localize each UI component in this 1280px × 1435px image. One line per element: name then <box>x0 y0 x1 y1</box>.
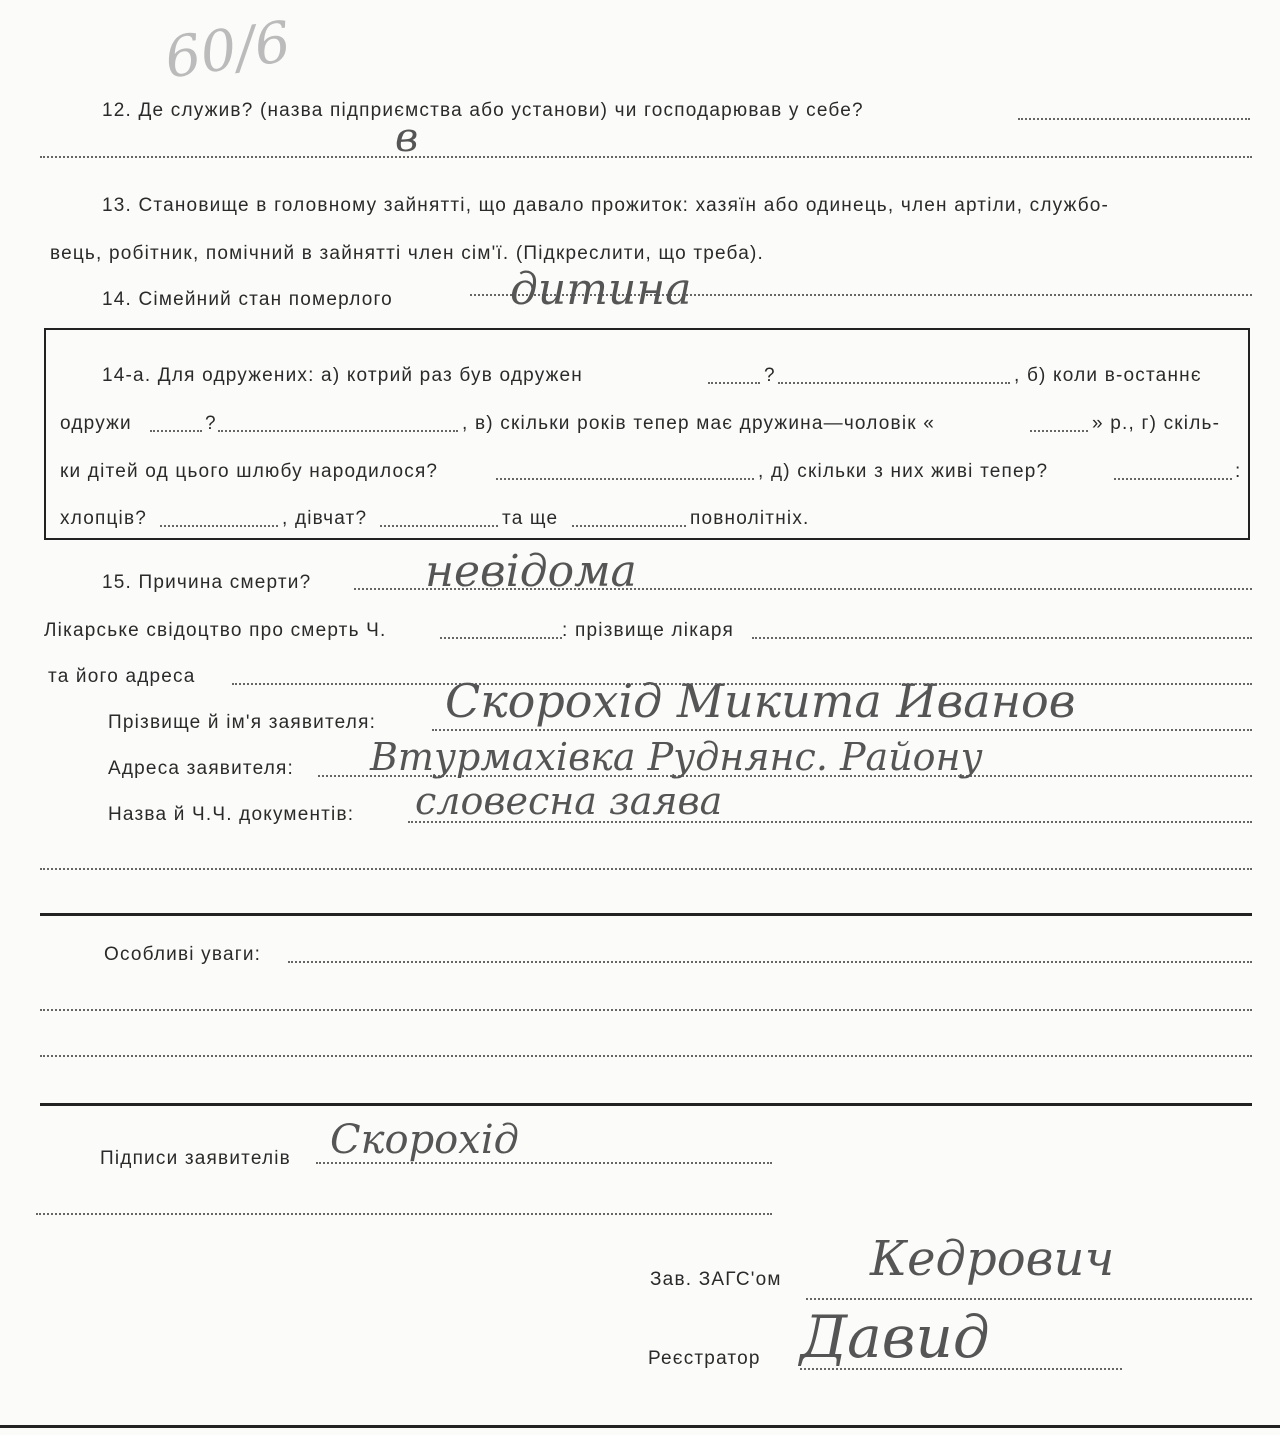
q14a-line3-tail: : <box>1235 461 1242 482</box>
q14a-spouse-age-field[interactable] <box>1030 430 1088 432</box>
applicant-signatures-label: Підписи заявителів <box>100 1148 291 1169</box>
q14a-boys-field[interactable] <box>160 525 278 527</box>
q14a-line4-adults: повнолітніх. <box>690 508 810 529</box>
notes-line-1[interactable] <box>288 961 1252 963</box>
notes-line-3[interactable] <box>40 1055 1252 1057</box>
applicant-signature-line-2[interactable] <box>36 1213 772 1215</box>
medical-certificate-number-field[interactable] <box>440 637 562 639</box>
head-registry-signature: Кедрович <box>870 1231 1115 1287</box>
q13-line2: вець, робітник, помічний в зайнятті член сім'ї. (Підкреслити, що треба). <box>50 243 764 264</box>
applicant-signature: Скорохід <box>330 1117 519 1163</box>
q14a-line2-mid: , в) скільки років тепер має дружина—чоловік « <box>462 413 936 434</box>
applicant-address: Втурмахівка Руднянс. Району <box>370 735 983 779</box>
q14a-girls-field[interactable] <box>380 525 498 527</box>
documents-value: словесна заява <box>415 779 723 823</box>
q12-answer-line-2[interactable] <box>40 156 1252 158</box>
applicant-name: Скорохід Микита Иванов <box>445 674 1076 728</box>
q14a-line2-q: ? <box>205 413 217 434</box>
q14a-line2-tail: » р., г) скіль- <box>1092 413 1221 434</box>
documents-label: Назва й Ч.Ч. документів: <box>108 804 355 825</box>
applicant-address-label: Адреса заявителя: <box>108 758 294 779</box>
q12-label: 12. Де служив? (назва підприємства або установи) чи господарював у себе? <box>102 100 864 121</box>
section-divider-2 <box>40 1103 1252 1106</box>
q14a-line2-text: одружи <box>60 413 132 434</box>
archive-number: 60/6 <box>161 9 295 92</box>
q15-label: 15. Причина смерти? <box>102 572 312 593</box>
bottom-border <box>0 1425 1280 1428</box>
doctor-name-label: : прізвище лікаря <box>562 620 734 641</box>
q14a-married-when-field[interactable] <box>150 430 202 432</box>
documents-line-2[interactable] <box>40 868 1252 870</box>
q14a-line3-mid: , д) скільки з них живі тепер? <box>758 461 1049 482</box>
q14a-children-born-field[interactable] <box>496 478 754 480</box>
applicant-name-line[interactable] <box>432 729 1252 731</box>
q14a-line1-tail: , б) коли в-останнє <box>1014 365 1202 386</box>
registrar-label: Реєстратор <box>648 1348 761 1369</box>
q14a-times-married-field[interactable] <box>708 382 760 384</box>
q14a-adults-field[interactable] <box>572 525 686 527</box>
q12-answer-line[interactable] <box>1018 118 1250 120</box>
head-registry-label: Зав. ЗАГС'ом <box>650 1269 782 1290</box>
q14a-line4-more: та ще <box>502 508 559 529</box>
doctor-address-label: та його адреса <box>48 666 196 687</box>
medical-certificate-label: Лікарське свідоцтво про смерть Ч. <box>44 620 387 641</box>
q14a-times-married-field-2[interactable] <box>778 382 1010 384</box>
registrar-signature: Давид <box>800 1303 990 1371</box>
q13-line1: 13. Становище в головному зайнятті, що давало прожиток: хазяїн або одинець, член артіли, службо- <box>102 195 1110 216</box>
married-section-box <box>44 328 1250 540</box>
applicant-name-label: Прізвище й ім'я заявителя: <box>108 712 377 733</box>
q14-label: 14. Сімейний стан померлого <box>102 289 393 310</box>
q14a-line1-text: 14-а. Для одружених: а) котрий раз був одружен <box>102 365 583 386</box>
head-registry-signature-line[interactable] <box>806 1298 1252 1300</box>
q12-answer: в <box>395 115 419 161</box>
q14a-married-when-field-2[interactable] <box>218 430 458 432</box>
q14a-line3-text: ки дітей од цього шлюбу народилося? <box>60 461 439 482</box>
cause-of-death: невідома <box>425 546 637 597</box>
notes-line-2[interactable] <box>40 1009 1252 1011</box>
notes-label: Особливі уваги: <box>104 944 262 965</box>
section-divider-1 <box>40 913 1252 916</box>
q14a-line4-girls: , дівчат? <box>282 508 368 529</box>
q14a-line1-q: ? <box>764 365 776 386</box>
q14a-line4-boys: хлопців? <box>60 508 148 529</box>
q14a-children-alive-field[interactable] <box>1114 478 1232 480</box>
doctor-name-field[interactable] <box>752 637 1252 639</box>
q14-answer: дитина <box>510 264 692 315</box>
